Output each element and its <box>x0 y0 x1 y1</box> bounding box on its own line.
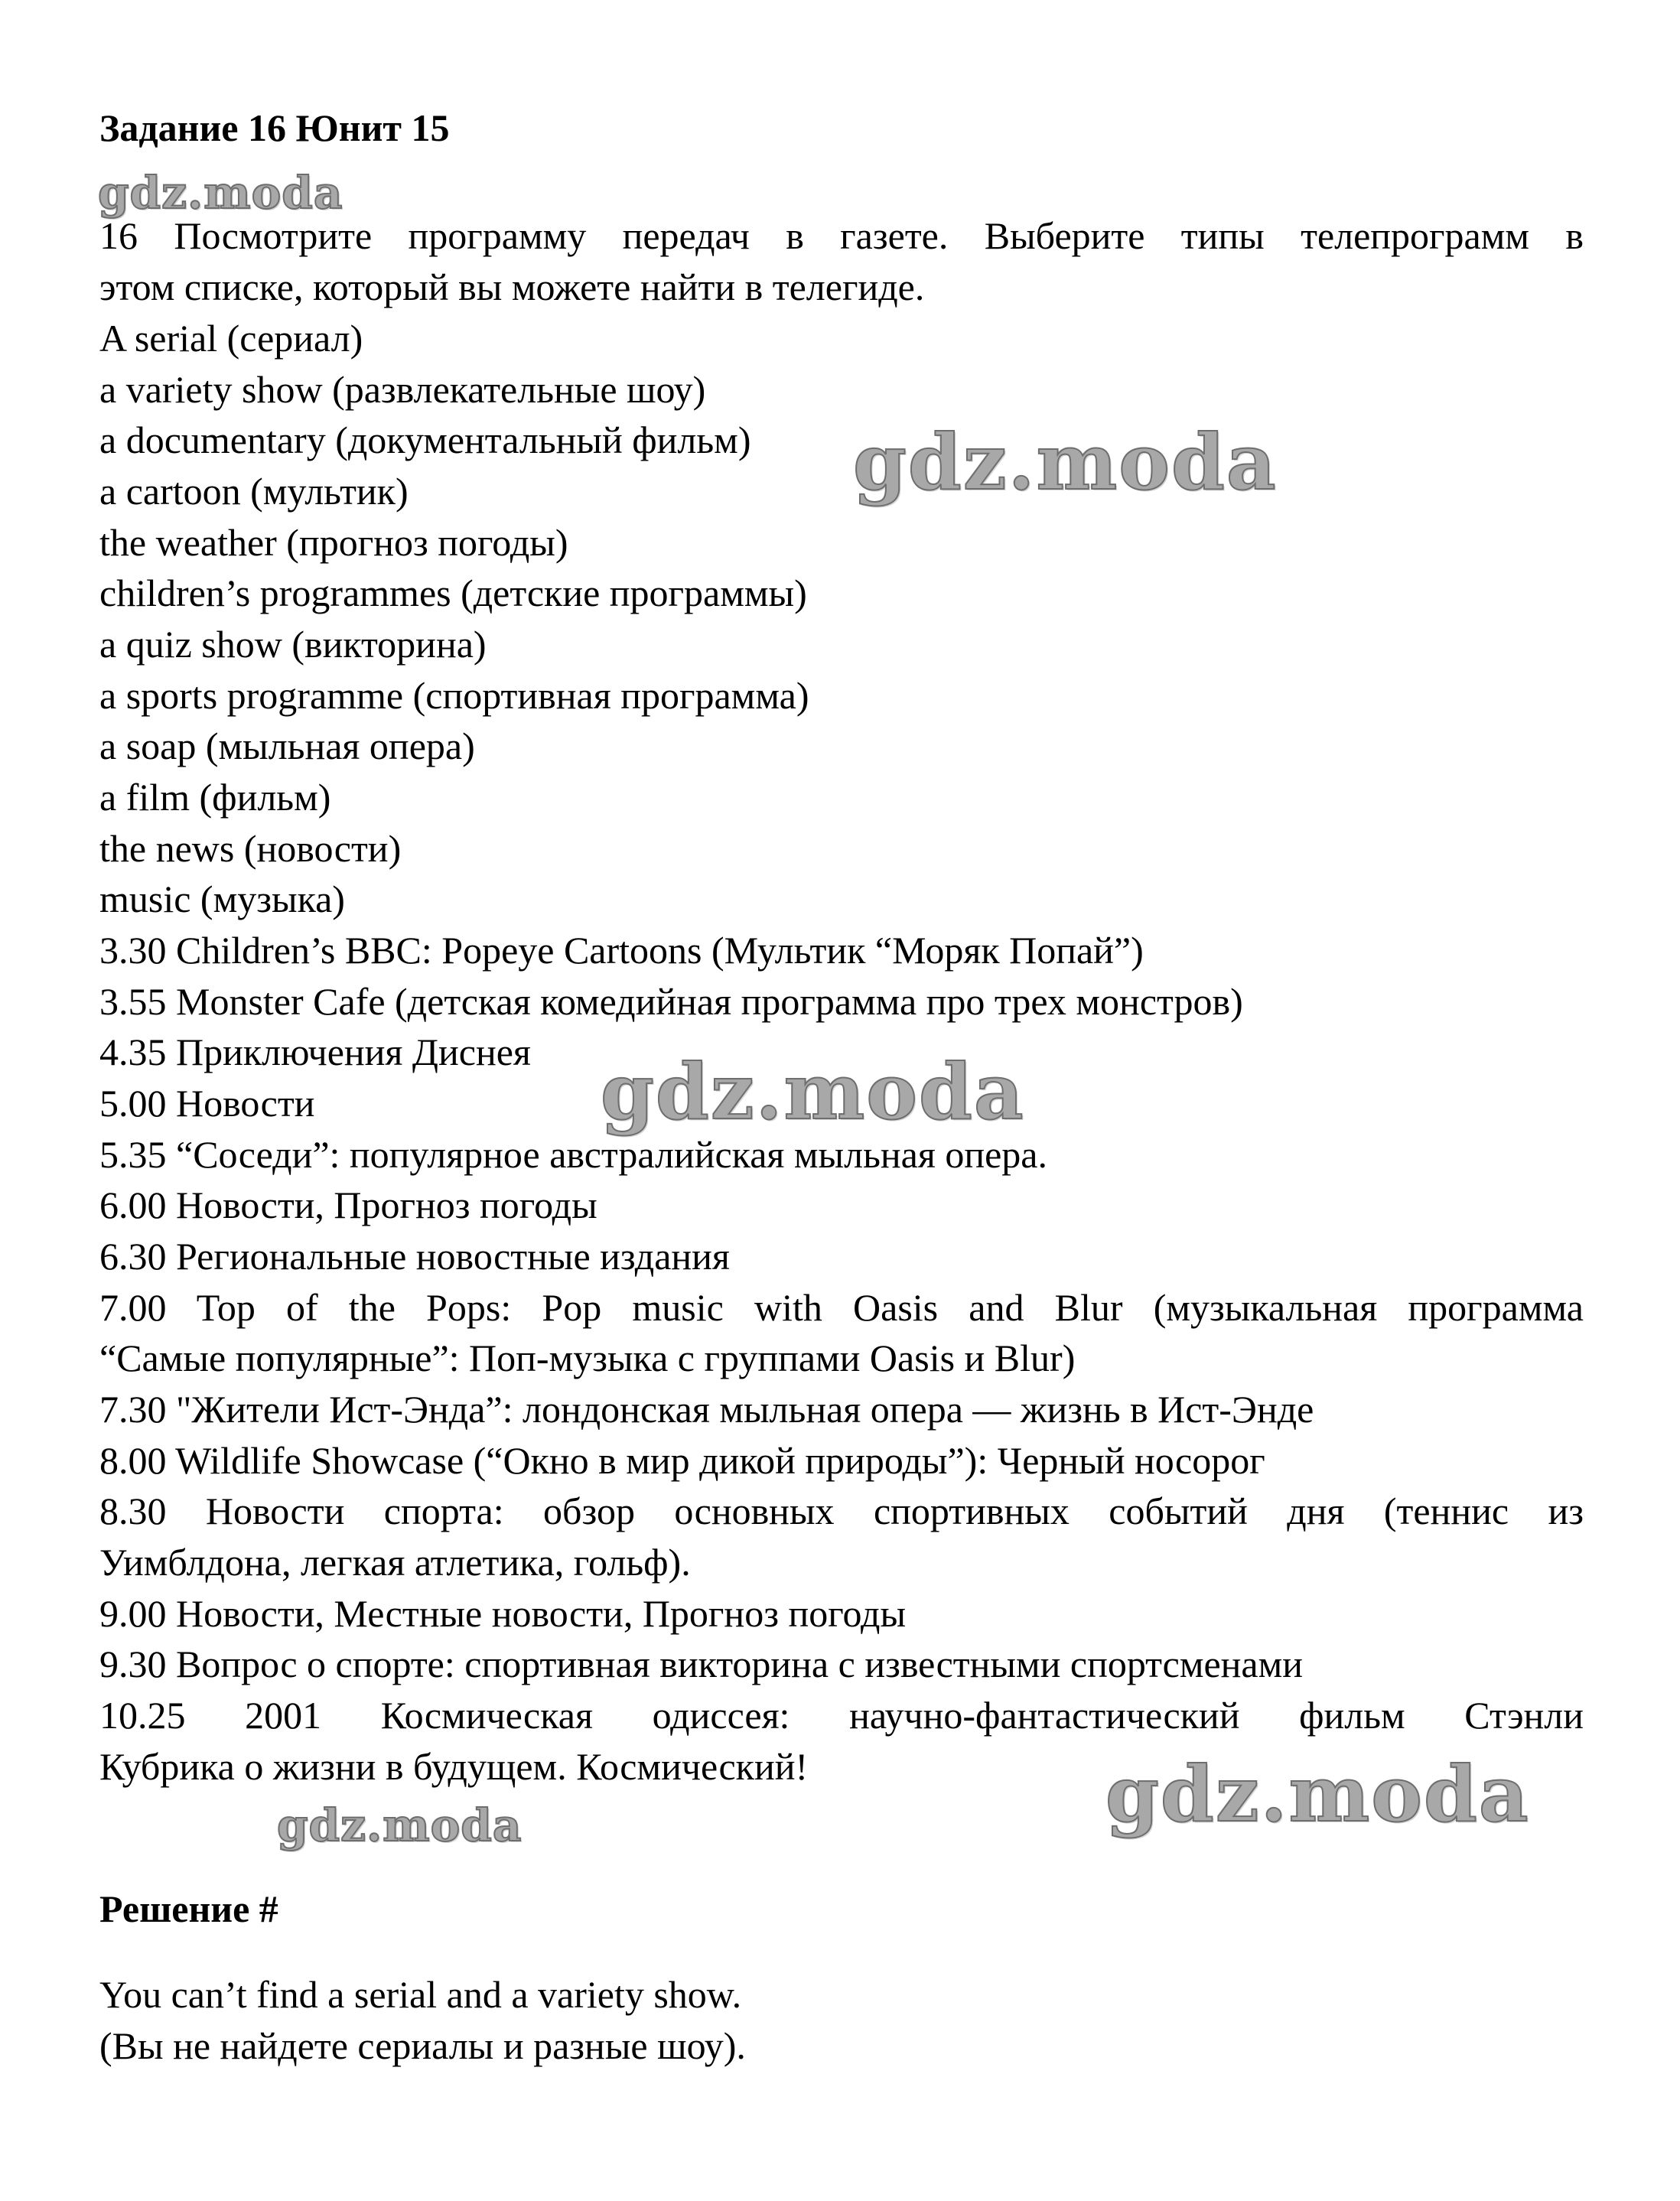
schedule-line: 7.00 Top of the Pops: Pop music with Oasis and Blur (музыкальная программа <box>99 1286 1584 1329</box>
program-type-item: a documentary (документальный фильм) <box>99 418 751 461</box>
schedule-line: 9.00 Новости, Местные новости, Прогноз погоды <box>99 1592 907 1635</box>
watermark: gdz.moda <box>1105 1749 1530 1839</box>
schedule-line: 7.30 "Жители Ист-Энда”: лондонская мыльная опера — жизнь в Ист-Энде <box>99 1388 1314 1431</box>
schedule-line: 9.30 Вопрос о спорте: спортивная викторина с известными спортсменами <box>99 1643 1303 1685</box>
schedule-line: 5.35 “Соседи”: популярное австралийская мыльная опера. <box>99 1133 1047 1176</box>
schedule-line: 8.00 Wildlife Showcase (“Окно в мир дикой природы”): Черный носорог <box>99 1439 1265 1482</box>
schedule-line: 6.30 Региональные новостные издания <box>99 1235 730 1278</box>
schedule-line: Кубрика о жизни в будущем. Космический! <box>99 1745 809 1788</box>
program-type-item: music (музыка) <box>99 877 345 920</box>
program-type-item: a quiz show (викторина) <box>99 623 487 666</box>
program-type-item: a variety show (развлекательные шоу) <box>99 368 706 411</box>
task-text-line: 16 Посмотрите программу передач в газете. Выберите типы телепрограмм в <box>99 214 1584 257</box>
schedule-line: 10.25 2001 Космическая одиссея: научно-фантастический фильм Стэнли <box>99 1694 1584 1737</box>
schedule-line: “Самые популярные”: Поп-музыка с группами Oasis и Blur) <box>99 1337 1076 1379</box>
program-type-item: a soap (мыльная опера) <box>99 724 475 767</box>
page-title: Задание 16 Юнит 15 <box>99 106 450 149</box>
schedule-line: 8.30 Новости спорта: обзор основных спортивных событий дня (теннис из <box>99 1490 1584 1532</box>
schedule-line: 5.00 Новости <box>99 1082 315 1125</box>
watermark: gdz.moda <box>98 167 343 219</box>
watermark: gdz.moda <box>853 417 1278 507</box>
program-type-item: a sports programme (спортивная программа) <box>99 674 809 717</box>
schedule-line: 3.30 Children’s BBC: Popeye Cartoons (Мультик “Моряк Попай”) <box>99 929 1144 972</box>
solution-translation: (Вы не найдете сериалы и разные шоу). <box>99 2024 746 2067</box>
solution-heading: Решение # <box>99 1887 278 1930</box>
task-text-line: этом списке, который вы можете найти в телегиде. <box>99 265 925 308</box>
watermark: gdz.moda <box>277 1799 523 1851</box>
solution-answer: You can’t find a serial and a variety show. <box>99 1973 742 2016</box>
watermark: gdz.moda <box>601 1047 1025 1137</box>
schedule-line: Уимблдона, легкая атлетика, гольф). <box>99 1541 691 1584</box>
schedule-line: 4.35 Приключения Диснея <box>99 1030 531 1073</box>
program-type-item: the news (новости) <box>99 827 402 870</box>
schedule-line: 6.00 Новости, Прогноз погоды <box>99 1184 597 1226</box>
program-type-item: a cartoon (мультик) <box>99 470 409 513</box>
program-type-item: A serial (сериал) <box>99 317 363 360</box>
program-type-item: the weather (прогноз погоды) <box>99 521 568 564</box>
program-type-item: a film (фильм) <box>99 776 331 819</box>
program-type-item: children’s programmes (детские программы) <box>99 571 807 614</box>
schedule-line: 3.55 Monster Cafe (детская комедийная программа про трех монстров) <box>99 980 1243 1023</box>
